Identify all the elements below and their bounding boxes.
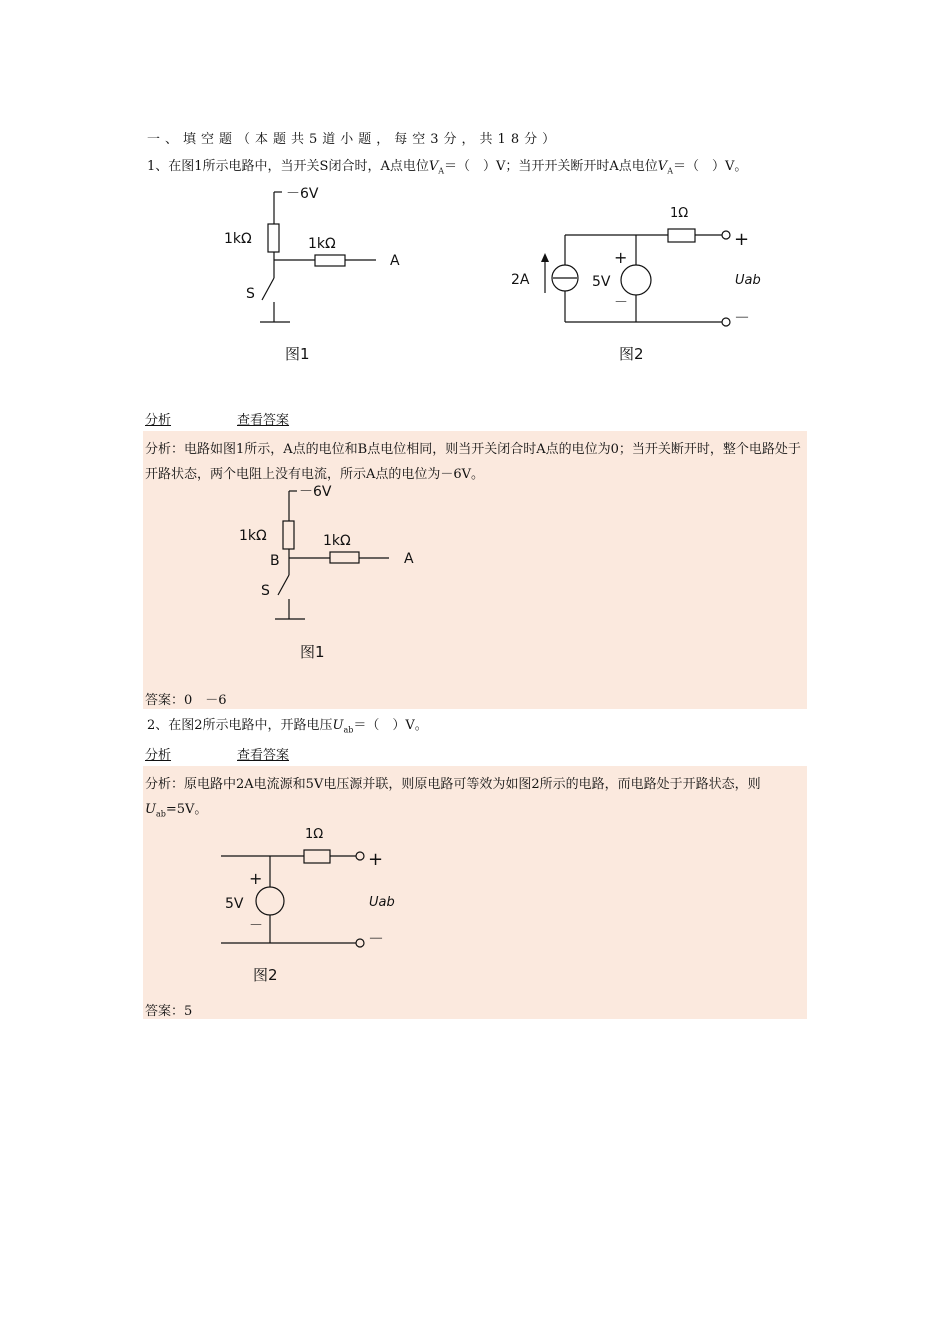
var-sub: ab (343, 725, 354, 735)
a1-r-top-label: 1kΩ (239, 528, 267, 544)
a2-voltage-source (256, 887, 284, 915)
terminal-b (722, 318, 730, 326)
switch-s (262, 278, 274, 300)
var-u: U (332, 718, 344, 733)
a1-switch-label: S (261, 583, 270, 599)
answer-figure-2 (215, 821, 475, 961)
a1-figure-caption: 图1 (300, 643, 325, 661)
answer-box-1 (143, 431, 807, 709)
answer-figure-1 (233, 479, 473, 669)
a1-resistor-top (283, 521, 294, 549)
analysis-text-1: 分析：电路如图1所示，A点的电位和B点电位相同，则当开关闭合时A点的电位为0；当开关断开时，整个电路处于开路状态，两个电阻上没有电流，所示A点的电位为－6V。 (145, 442, 801, 482)
answer-box-2 (143, 766, 807, 1019)
var-u: U (145, 802, 156, 817)
a1-node-a: A (404, 551, 414, 567)
question-1-post: ＝（ ）V。 (672, 159, 748, 174)
a2-uab-label: Uab (369, 895, 395, 910)
analysis-link-2[interactable]: 分析 (145, 748, 172, 763)
answer-1: 答案：0 －6 (145, 693, 227, 708)
a2-minus-inner: － (249, 918, 263, 934)
current-arrow (541, 253, 549, 262)
terminal-a (722, 231, 730, 239)
fig1-node-a: A (390, 253, 400, 269)
a2-voltage-label: 5V (225, 896, 244, 912)
view-answer-link-1[interactable]: 查看答案 (237, 413, 290, 428)
resistor-1ohm (668, 229, 695, 242)
fig2-minus-inner: － (614, 295, 628, 311)
voltage-source (621, 265, 651, 295)
fig2-plus-terminal: + (734, 229, 750, 250)
a2-minus-terminal: － (368, 929, 385, 948)
var-v: V (657, 159, 668, 174)
a2-plus-inner: + (249, 869, 263, 888)
a1-switch (278, 575, 289, 595)
analysis-text-2 (145, 772, 805, 827)
question-1 (147, 155, 747, 176)
question-2-text: 2、在图2所示电路中，开路电压 (147, 718, 333, 733)
var-v: V (428, 159, 439, 174)
fig2-current-label: 2A (511, 272, 530, 288)
a2-figure-caption: 图2 (253, 966, 278, 984)
a1-resistor-right (330, 552, 359, 563)
a2-text-pre: 分析：原电路中2A电流源和5V电压源并联，则原电路可等效为如图2所示的电路，而电路处于开路状态，则 (145, 777, 761, 792)
a1-r-right-label: 1kΩ (323, 533, 351, 549)
fig2-plus-inner: + (614, 248, 628, 267)
view-answer-link-2[interactable]: 查看答案 (237, 748, 290, 763)
figure-2-caption: 图2 (619, 345, 644, 363)
a2-resistor (304, 850, 330, 863)
analysis-link-1[interactable]: 分析 (145, 413, 172, 428)
figure-1-circuit (210, 180, 430, 370)
fig2-minus-terminal: － (734, 308, 751, 327)
var-sub: A (438, 166, 445, 176)
a2-resistor-label: 1Ω (305, 827, 324, 842)
fig2-resistor-label: 1Ω (670, 206, 689, 221)
a2-plus-terminal: + (368, 849, 384, 870)
figure-2-circuit (505, 195, 775, 335)
a2-terminal-b (356, 939, 364, 947)
question-2-post: ＝（ ）V。 (353, 718, 428, 733)
a2-text-post: =5V。 (165, 802, 208, 817)
fig1-switch-label: S (246, 286, 255, 302)
a1-node-b: B (270, 553, 280, 569)
question-1-mid: ＝（ ）V；当开开关断开时A点电位 (444, 159, 658, 174)
var-sub: A (667, 166, 673, 176)
fig1-r-top-label: 1kΩ (224, 231, 252, 247)
a2-terminal-a (356, 852, 364, 860)
fig1-supply-label: －6V (286, 186, 319, 202)
fig1-r-right-label: 1kΩ (308, 236, 336, 252)
var-sub: ab (155, 809, 166, 819)
section-title: 一、填空题（本题共5道小题，每空3分，共18分） (147, 132, 561, 147)
fig2-uab-label: Uab (735, 273, 761, 288)
question-2 (147, 714, 428, 735)
figure-1-caption: 图1 (285, 345, 310, 363)
fig2-voltage-label: 5V (592, 274, 611, 290)
resistor-top (268, 224, 279, 252)
question-1-text: 1、在图1所示电路中，当开关S闭合时，A点电位 (147, 159, 429, 174)
answer-2: 答案：5 (145, 1004, 193, 1019)
resistor-right (315, 255, 345, 266)
a1-supply-label: －6V (299, 484, 332, 500)
